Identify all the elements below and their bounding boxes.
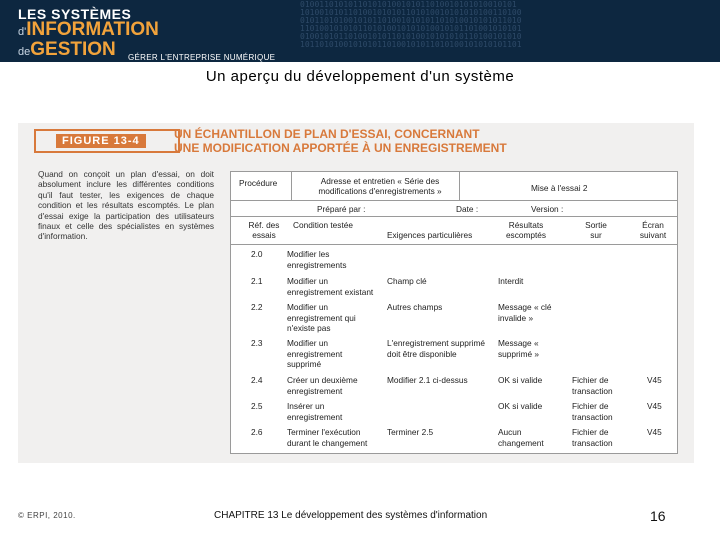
test-plan-table: Procédure Adresse et entretien « Série des modifications d'enregistrements » Mise à l'essai 2 Préparé par : Date : Version : Réf. des essais Condition testée Exigences particulières Résultats escomptés Sortie sur Écran suivant 2.0 Modifier les enregistrements 2.1 Modifier un enregistrement existant Champ clé Interdit 2.2 Modifier un enregistrement qui n'existe pas Autres champs Message « clé invalide » 2.3 Modifier un enregistrement supprimé L'enregistrement supprimé doit être disponible Message « supprimé » 2.4 Créer un deuxième enregistrement Modifier 2.1 ci-dessus OK si valide Fichier de transaction V45 2.5 Insérer un enregistrement OK si valide Fichier de transaction V45 2.6 Terminer l'exécution durant le changement Terminer 2.5 Aucun changement Fichier de transaction V45 bbox=[230, 171, 678, 454]
logo-line-3: deGESTION GÉRER L'ENTREPRISE NUMÉRIQUE bbox=[18, 41, 159, 61]
header-next-screen: Écran suivant bbox=[639, 220, 667, 240]
header-results: Résultats escomptés bbox=[505, 220, 547, 240]
test-label: Mise à l'essai 2 bbox=[531, 183, 588, 193]
copyright-text: © ERPI, 2010. bbox=[18, 511, 76, 520]
figure-label: FIGURE 13-4 bbox=[56, 134, 146, 148]
header-banner bbox=[0, 0, 720, 62]
header-requirements: Exigences particulières bbox=[387, 230, 473, 240]
date-label: Date : bbox=[456, 204, 479, 214]
binary-background: 010011010101101010100101011010010101010010101 1010010101101001010101101010010101010100110100 0101101010010101101001010101101010010101011010 1101001010101101010010101010010101101001010101 0100101011010010101101010010101010110100101010 1011010100101010110100101011010100101010101101 bbox=[300, 0, 522, 49]
figure-image bbox=[18, 123, 694, 463]
header-condition: Condition testée bbox=[293, 220, 353, 230]
prepared-by-label: Préparé par : bbox=[317, 204, 366, 214]
logo-line-2: d'INFORMATION bbox=[18, 19, 159, 40]
version-label: Version : bbox=[531, 204, 564, 214]
logo-tagline: GÉRER L'ENTREPRISE NUMÉRIQUE bbox=[128, 53, 276, 62]
procedure-value: Adresse et entretien « Série des modifications d'enregistrements » bbox=[318, 176, 442, 196]
figure-sidebar-text: Quand on conçoit un plan d'essai, on doit absolument inclure les différentes conditions qu'il faut tester, les exigences de chaque condition et les résultats escomptés. Le plan d'essai exige la participation des utilisateurs finaux et celle des spécialistes en systèmes d'information. bbox=[38, 169, 214, 242]
header-ref: Réf. des essais bbox=[248, 220, 280, 240]
header-output: Sortie sur bbox=[585, 220, 607, 240]
slide-title: Un aperçu du développement d'un système bbox=[205, 68, 515, 85]
book-logo bbox=[18, 6, 276, 62]
procedure-label: Procédure bbox=[239, 178, 278, 188]
chapter-footer: CHAPITRE 13 Le développement des systèmes d'information bbox=[214, 510, 488, 521]
logo-line-1: LES SYSTÈMES bbox=[18, 6, 132, 22]
figure-label-box bbox=[34, 129, 180, 153]
figure-title: UN ÉCHANTILLON DE PLAN D'ESSAI, CONCERNANT UNE MODIFICATION APPORTÉE À UN ENREGISTREMENT bbox=[174, 127, 507, 155]
page-number: 16 bbox=[650, 508, 666, 524]
